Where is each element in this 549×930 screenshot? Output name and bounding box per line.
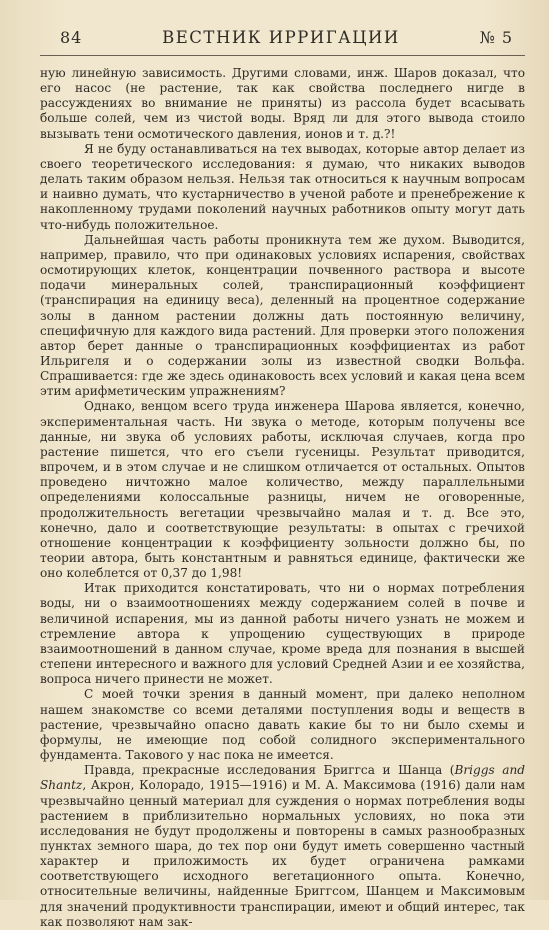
paragraph-6: С моей точки зрения в данный момент, при далеко неполном нашем знакомстве со всеми деталями поступления воды и веществ в растение, чрезвычайно опасно давать какие бы то ни было схемы и формулы, не имеющие под собой солидного экспериментального фундамента. Такового у нас пока не имеется. — [40, 687, 525, 763]
paragraph-4: Однако, венцом всего труда инженера Шарова является, конечно, экспериментальная часть. Ни звука о методе, которым получены все данные, ни звука об условиях работы, исключая случаев, когда про растение пишется, что его съели гусеницы. Результат приводится, впрочем, и в этом случае и не слишком отличается от остальных. Опытов проведено ничтожно малое количество, между параллельными определениями колоссальные разницы, ничем не оговоренные, продолжительность вегетации чрезвычайно малая и т. д. Все это, конечно, дало и соответствующие результаты: в опытах с гречихой отношение концентрации к коэффициенту зольности должно бы, по теории автора, быть константным и равняться единице, фактически же оно колеблется от 0,37 до 1,98! — [40, 399, 525, 581]
issue-number: № 5 — [479, 28, 513, 47]
paragraph-5: Итак приходится констатировать, что ни о нормах потребления воды, ни о взаимоотношениях между содержанием солей в почве и величиной испарения, мы из данной работы ничего узнать не можем и стремление автора к упрощению существующих в природе взаимоотношений в данном случае, кроме вреда для познания в высшей степени интересного и важного для условий Средней Азии и ее хозяйства, вопроса ничего принести не может. — [40, 581, 525, 687]
cited-authors-latin: Briggs and Shantz — [40, 763, 525, 793]
paragraph-7-rest: , Акрон, Колорадо, 1915—1916) и М. А. Максимова (1916) дали нам чрезвычайно ценный материал для суждения о нормах потребления воды растением в приблизительно нормальных условиях, но пока эти исследования не будут продолжены и повторены в самых разнообразных пунктах земного шара, до тех пор они будут иметь совершенно частный характер и приложимость их будет ограничена рамками соответствующего исходного вегетационного опыта. Конечно, относительные величины, найденные Бриггсом, Шанцем и Максимовым для значений продуктивности транспирации, имеют и общий интерес, так как позволяют нам зак- — [40, 778, 525, 929]
paragraph-7-start: Правда, прекрасные исследования Бриггса и Шанца ( — [84, 763, 455, 778]
paragraph-1: ную линейную зависимость. Другими словами, инж. Шаров доказал, что его насос (не растение, так как свойства последнего нигде в рассуждениях во внимание не приняты) из рассола будет всасывать больше солей, чем из чистой воды. Вряд ли для этого вывода стоило вызывать тени осмотического давления, ионов и т. д.?! — [40, 66, 525, 141]
journal-title: ВЕСТНИК ИРРИГАЦИИ — [162, 28, 400, 47]
running-header — [40, 28, 525, 47]
paragraph-7 — [40, 763, 525, 930]
article-body — [40, 66, 525, 930]
paragraph-3: Дальнейшая часть работы проникнута тем же духом. Выводится, например, правило, что при одинаковых условиях испарения, свойствах осмотирующих клеток, концентрации почвенного раствора и высоте подачи минеральных солей, транспирационный коэффициент (транспирация на единицу веса), деленный на процентное содержание золы в данном растении должны дать постоянную величину, специфичную для каждого вида растений. Для проверки этого положения автор берет данные о транспирационных коэффициентах из работ Ильригеля и о содержании золы из известной сводки Вольфа. Спрашивается: где же здесь одинаковость всех условий и какая цена всем этим арифметическим упражнениям? — [40, 232, 525, 399]
paragraph-2: Я не буду останавливаться на тех выводах, которые автор делает из своего теоретического исследования: я думаю, что никаких выводов делать таким образом нельзя. Нельзя так относиться к научным вопросам и наивно думать, что кустарничество в ученой работе и пренебрежение к накопленному трудами поколений научных работников опыту могут дать что-нибудь положительное. — [40, 141, 525, 232]
header-rule — [40, 55, 525, 56]
page-number: 84 — [60, 28, 83, 47]
